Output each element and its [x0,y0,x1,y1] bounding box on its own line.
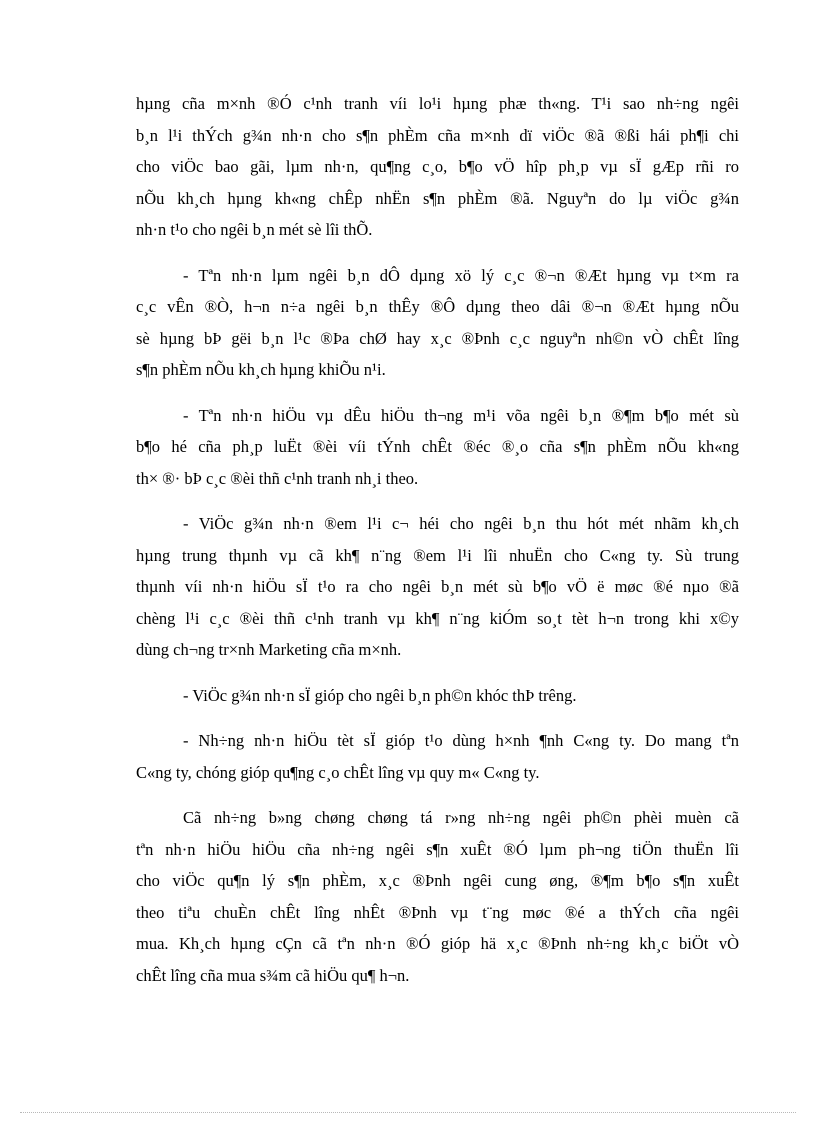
text-line: thµnh víi nh·n hiÖu sÏ t¹o ra cho ngêi b¸n mét sù b¶o vÖ ë møc ®é nµo ®ã [136,577,739,596]
text-line: chÊt lîng cña mua s¾m cã hiÖu qu¶ h¬n. [136,965,410,985]
text-line: dùng ch¬ng tr×nh Marketing cña m×nh. [136,640,402,659]
text-line: - Tªn nh·n hiÖu vµ dÊu hiÖu th¬ng m¹i võa ngêi b¸n ®¶m b¶o mét sù [183,405,739,425]
document-body [136,88,739,1005]
paragraph-4 [136,508,739,666]
text-line: c¸c vÊn ®Ò, h¬n n÷a ngêi b¸n thÊy ®Ô dµng theo dâi ®¬n ®Æt hµng nÕu [136,297,739,316]
text-line: hµng trung thµnh vµ cã kh¶ n¨ng ®em l¹i lîi nhuËn cho C«ng ty. Sù trung [136,545,739,565]
paragraph-5 [136,680,739,712]
text-line: sè hµng bÞ gëi b¸n l¹c ®Þa chØ hay x¸c ®Þnh c¸c nguyªn nh©n vÒ chÊt lîng [136,328,739,348]
paragraph-1 [136,88,739,246]
paragraph-6 [136,725,739,788]
paragraph-2 [136,260,739,386]
text-line: hµng cña m×nh ®Ó c¹nh tranh víi lo¹i hµng phæ th«ng. T¹i sao nh÷ng ngêi [136,94,739,113]
text-line: cho viÖc qu¶n lý s¶n phÈm, x¸c ®Þnh ngêi cung øng, ®¶m b¶o s¶n xuÊt [136,871,739,890]
text-line: C«ng ty, chóng gióp qu¶ng c¸o chÊt lîng vµ quy m« C«ng ty. [136,762,540,782]
text-line: cho viÖc bao gãi, lµm nh·n, qu¶ng c¸o, b¶o vÖ hîp ph¸p vµ sÏ gÆp rñi ro [136,157,739,176]
footer-divider [20,1112,796,1113]
text-line: nh·n t¹o cho ngêi b¸n mét sè lîi thÕ. [136,220,373,239]
text-line: - Tªn nh·n lµm ngêi b¸n dÔ dµng xö lý c¸c ®¬n ®Æt hµng vµ t×m ra [183,265,739,285]
text-line: th× ®· bÞ c¸c ®èi thñ c¹nh tranh nh¸i theo. [136,468,419,488]
paragraph-3 [136,400,739,495]
text-line: mua. Kh¸ch hµng cÇn cã tªn nh·n ®Ó gióp hä x¸c ®Þnh nh÷ng kh¸c biÖt vÒ [136,934,739,953]
text-line: b¶o hé cña ph¸p luËt ®èi víi tÝnh chÊt ®éc ®¸o cña s¶n phÈm nÕu kh«ng [136,437,739,456]
text-line: chèng l¹i c¸c ®èi thñ c¹nh tranh vµ kh¶ n¨ng kiÓm so¸t tèt h¬n trong khi x©y [136,608,739,628]
text-line: s¶n phÈm nÕu kh¸ch hµng khiÕu n¹i. [136,360,386,379]
text-line: Cã nh÷ng b»ng chøng chøng tá r»ng nh÷ng ngêi ph©n phèi muèn cã [183,808,739,827]
text-line: - ViÖc g¾n nh·n sÏ gióp cho ngêi b¸n ph©n khóc thÞ trêng. [183,685,577,705]
text-line: theo tiªu chuÈn chÊt lîng nhÊt ®Þnh vµ t¨ng møc ®é a thÝch cña ngêi [136,902,739,922]
text-line: - Nh÷ng nh·n hiÖu tèt sÏ gióp t¹o dùng h×nh ¶nh C«ng ty. Do mang tªn [183,731,739,750]
text-line: nÕu kh¸ch hµng kh«ng chÊp nhËn s¶n phÈm ®ã. Nguyªn do lµ viÖc g¾n [136,188,739,208]
paragraph-7 [136,802,739,991]
text-line: b¸n l¹i thÝch g¾n nh·n cho s¶n phÈm cña m×nh dï viÖc ®ã ®ßi hái ph¶i chi [136,125,739,145]
text-line: tªn nh·n hiÖu hiÖu cña nh÷ng ngêi s¶n xuÊt ®Ó lµm ph¬ng tiÖn thuËn lîi [136,839,739,859]
text-line: - ViÖc g¾n nh·n ®em l¹i c¬ héi cho ngêi b¸n thu hót mét nhãm kh¸ch [183,514,739,533]
